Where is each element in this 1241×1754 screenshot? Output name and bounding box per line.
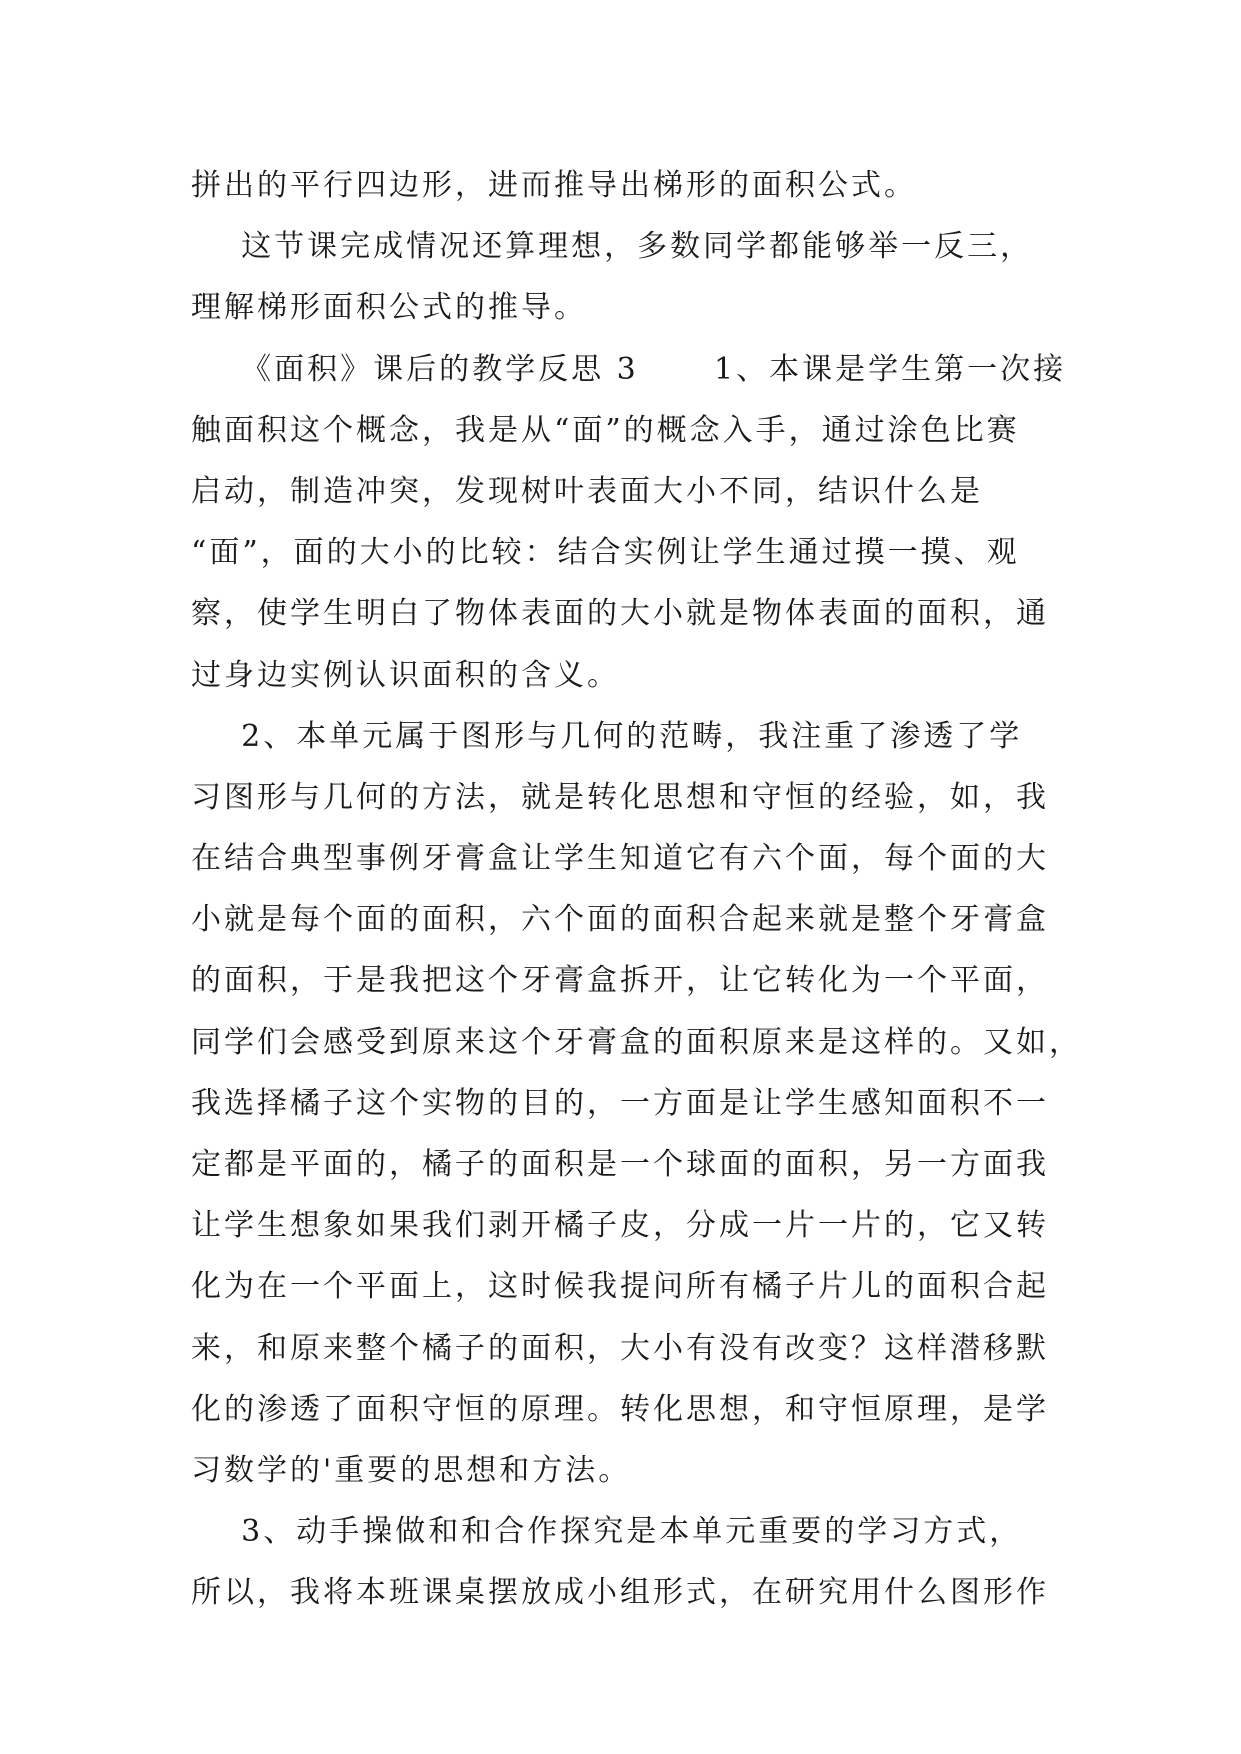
text-line: 理解梯形面积公式的推导。 <box>191 290 587 326</box>
text-line: 3、动手操做和和合作探究是本单元重要的学习方式， <box>191 1514 1023 1550</box>
text-line: 《面积》课后的教学反思 3 1、本课是学生第一次接 <box>191 351 1067 387</box>
text-line: 来，和原来整个橘子的面积，大小有没有改变？这样潜移默 <box>191 1330 1049 1366</box>
text-line: 同学们会感受到原来这个牙膏盒的面积原来是这样的。又如， <box>191 1024 1082 1060</box>
document-body <box>191 155 1082 1624</box>
text-line: “面”，面的大小的比较：结合实例让学生通过摸一摸、观 <box>191 535 1020 571</box>
text-line: 这节课完成情况还算理想，多数同学都能够举一反三， <box>191 229 1034 265</box>
text-line: 化的渗透了面积守恒的原理。转化思想，和守恒原理，是学 <box>191 1391 1049 1427</box>
text-line: 触面积这个概念，我是从“面”的概念入手，通过涂色比赛 <box>191 412 1020 448</box>
text-line: 化为在一个平面上，这时候我提问所有橘子片儿的面积合起 <box>191 1269 1049 1305</box>
text-line: 小就是每个面的面积，六个面的面积合起来就是整个牙膏盒 <box>191 902 1049 938</box>
text-line: 过身边实例认识面积的含义。 <box>191 657 620 693</box>
text-line: 拼出的平行四边形，进而推导出梯形的面积公式。 <box>191 168 917 203</box>
text-line: 2、本单元属于图形与几何的范畴，我注重了渗透了学 <box>191 718 1023 754</box>
text-line: 定都是平面的，橘子的面积是一个球面的面积，另一方面我 <box>191 1147 1049 1182</box>
text-line: 让学生想象如果我们剥开橘子皮，分成一片一片的，它又转 <box>191 1208 1049 1244</box>
text-line: 习数学的'重要的思想和方法。 <box>191 1452 632 1488</box>
text-line: 所以，我将本班课桌摆放成小组形式，在研究用什么图形作 <box>191 1575 1049 1611</box>
text-line: 我选择橘子这个实物的目的，一方面是让学生感知面积不一 <box>191 1085 1049 1121</box>
text-line: 启动，制造冲突，发现树叶表面大小不同，结识什么是 <box>191 473 983 509</box>
text-line: 在结合典型事例牙膏盒让学生知道它有六个面，每个面的大 <box>191 841 1049 877</box>
text-line: 察，使学生明白了物体表面的大小就是物体表面的面积，通 <box>191 596 1049 632</box>
text-line: 习图形与几何的方法，就是转化思想和守恒的经验，如，我 <box>191 779 1049 815</box>
text-line: 的面积，于是我把这个牙膏盒拆开，让它转化为一个平面， <box>191 963 1049 999</box>
